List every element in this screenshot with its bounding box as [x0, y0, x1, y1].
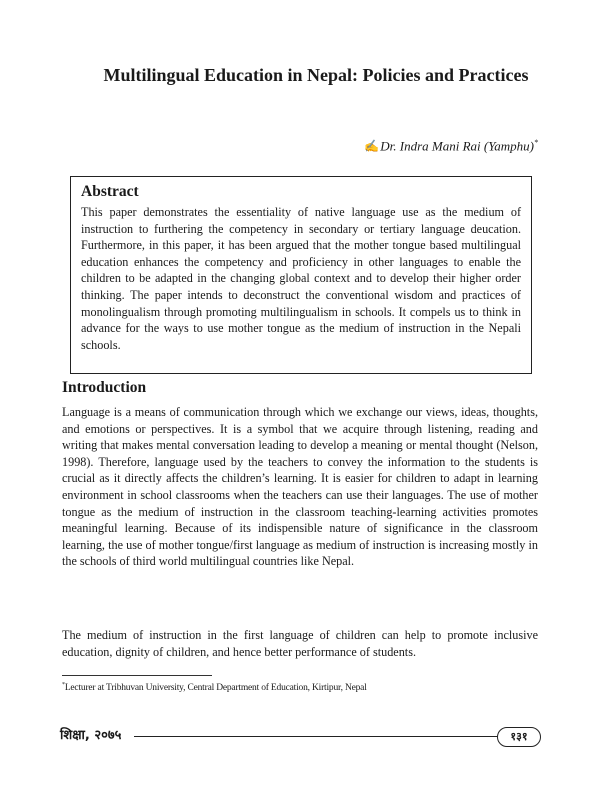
footnote-text: Lecturer at Tribhuvan University, Central Department of Education, Kirtipur, Nepal [64, 683, 367, 694]
journal-name: शिक्षा, २०७५ [60, 728, 122, 743]
abstract-heading: Abstract [81, 183, 139, 200]
footnote [62, 682, 367, 693]
abstract-box [70, 176, 532, 374]
footer-divider [134, 736, 498, 737]
page-number: १३१ [497, 727, 541, 747]
introduction-heading: Introduction [62, 379, 147, 396]
author-name: Dr. Indra Mani Rai (Yamphu) [380, 138, 534, 154]
introduction-paragraph-2: The medium of instruction in the first language of children can help to promote inclusive education, dignity of children, and hence better performance of students. [62, 628, 538, 659]
abstract-text: This paper demonstrates the essentiality of native language use as the medium of instruction to furthering the competency in secondary or tertiary language deucation. Furthermore, in this paper, it has been argued that the mother tongue based multilingual education enhances the competency and proficiency in other languages to enable the children to be adapted in the changing global context and to develop their higher order thinking. The paper intends to deconstruct the conventional wisdom and practices of monolingualism through promoting multilingualism in schools. It compels us to think in advance for the ways to use mother tongue as the medium of instruction in the Nepali schools. [81, 205, 521, 352]
pen-icon: ✍ [364, 139, 380, 154]
introduction-paragraph-1: Language is a means of communication through which we exchange our views, ideas, thoughts, and emotions or perspectives. It is a symbol that we acquire through listening, reading and writing that makes mental conversation leading to develop a meaning or mental thought (Nelson, 1998). Therefore, language used by the teachers to convey the information to the students is crucial as it directly affects the children’s learning. It is easier for children to adapt in learning environment in school classrooms when the teachers can use their languages. The use of mother tongue as the medium of instruction in the classroom teaching-learning activities promotes meaningful learning. Because of its indispensible nature of significance in the classroom learning, the use of mother tongue/first language as medium of instruction is increasing mostly in the schools of third world multilingual countries like Nepal. [62, 405, 538, 569]
footnote-divider [62, 675, 212, 676]
author-footnote-mark: * [534, 138, 538, 147]
footnote-mark: * [62, 682, 65, 688]
author-line [364, 138, 538, 154]
paper-title: Multilingual Education in Nepal: Policies and Practices [103, 65, 529, 85]
